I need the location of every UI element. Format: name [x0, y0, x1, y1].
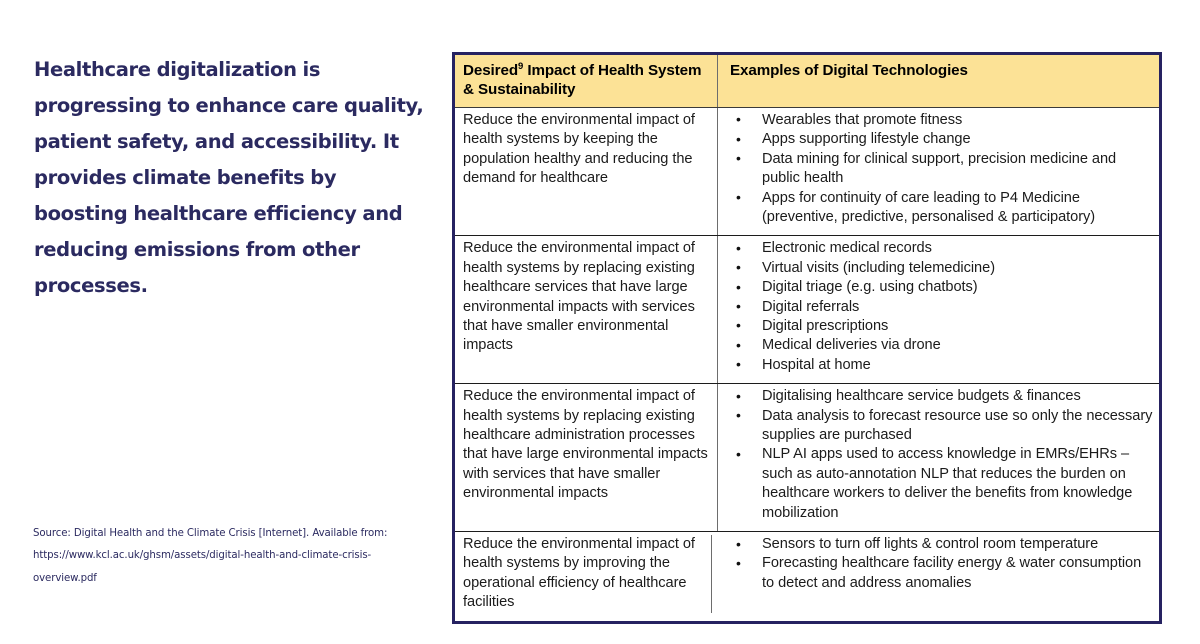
list-item: • Hospital at home — [718, 356, 1155, 375]
list-item: • Wearables that promote fitness — [718, 111, 1155, 130]
table-row — [455, 384, 1159, 532]
list-item: • Digital referrals — [718, 298, 1155, 317]
list-item: • NLP AI apps used to access knowledge in EMRs/EHRs – such as auto-annotation NLP that reduces the burden on healthcare workers to deliver the benefits from knowledge mobilization — [718, 445, 1155, 523]
list-item: • Forecasting healthcare facility energy & water consumption to detect and address anomalies — [718, 554, 1155, 593]
left-text-panel — [0, 0, 440, 644]
list-item: • Digital prescriptions — [718, 317, 1155, 336]
examples-cell — [718, 108, 1159, 235]
table-row — [455, 108, 1159, 236]
table-header-row — [455, 55, 1159, 108]
examples-list — [718, 239, 1155, 375]
list-item: • Apps for continuity of care leading to P4 Medicine (preventive, predictive, personalised & participatory) — [718, 189, 1155, 228]
examples-list — [718, 111, 1155, 227]
impact-cell — [455, 532, 718, 621]
header-footnote-marker: 9 — [518, 60, 524, 72]
examples-cell — [718, 236, 1159, 383]
list-item: • Digital triage (e.g. using chatbots) — [718, 278, 1155, 297]
list-item: • Apps supporting lifestyle change — [718, 130, 1155, 149]
list-item: • Electronic medical records — [718, 239, 1155, 258]
impact-text: Reduce the environmental impact of health systems by replacing existing healthcare services that have large environmental impacts with services that have smaller environmental impacts — [463, 240, 695, 354]
examples-list — [718, 387, 1155, 523]
list-item: • Digitalising healthcare service budgets & finances — [718, 387, 1155, 406]
impact-text: Reduce the environmental impact of health systems by improving the operational efficiency of healthcare facilities — [463, 535, 712, 613]
list-item: • Sensors to turn off lights & control room temperature — [718, 535, 1155, 554]
page-title: Healthcare digitalization is progressing to enhance care quality, patient safety, and accessibility. It provides climate benefits by boosting healthcare efficiency and reducing emissions from other processes. — [34, 58, 424, 298]
table-header-cell-impact — [455, 55, 718, 107]
list-item: • Virtual visits (including telemedicine) — [718, 259, 1155, 278]
table-row — [455, 236, 1159, 384]
examples-cell — [718, 384, 1159, 531]
list-item: • Data analysis to forecast resource use so only the necessary supplies are purchased — [718, 407, 1155, 446]
impact-text: Reduce the environmental impact of health systems by keeping the population healthy and reducing the demand for healthcare — [463, 111, 695, 187]
header-impact-pre: Desired — [463, 62, 519, 79]
impact-cell — [455, 236, 718, 383]
examples-list — [718, 535, 1155, 593]
impact-cell — [455, 108, 718, 235]
header-examples-label: Examples of Digital Technologies — [730, 62, 968, 79]
examples-cell — [718, 532, 1159, 621]
source-citation: Source: Digital Health and the Climate Crisis [Internet]. Available from: https://www.kcl.ac.uk/ghsm/assets/digital-health-and-climate-crisis-overview.pdf — [33, 528, 388, 584]
table-header-cell-examples — [718, 55, 1159, 107]
table-row — [455, 532, 1159, 621]
list-item: • Data mining for clinical support, precision medicine and public health — [718, 150, 1155, 189]
digital-technologies-table — [452, 52, 1162, 624]
list-item: • Medical deliveries via drone — [718, 336, 1155, 355]
impact-cell — [455, 384, 718, 531]
header-impact-post: Impact of Health System & Sustainability — [463, 62, 702, 99]
impact-text: Reduce the environmental impact of health systems by replacing existing healthcare administration processes that have large environmental impacts with services that have smaller environmental impacts — [463, 388, 708, 502]
